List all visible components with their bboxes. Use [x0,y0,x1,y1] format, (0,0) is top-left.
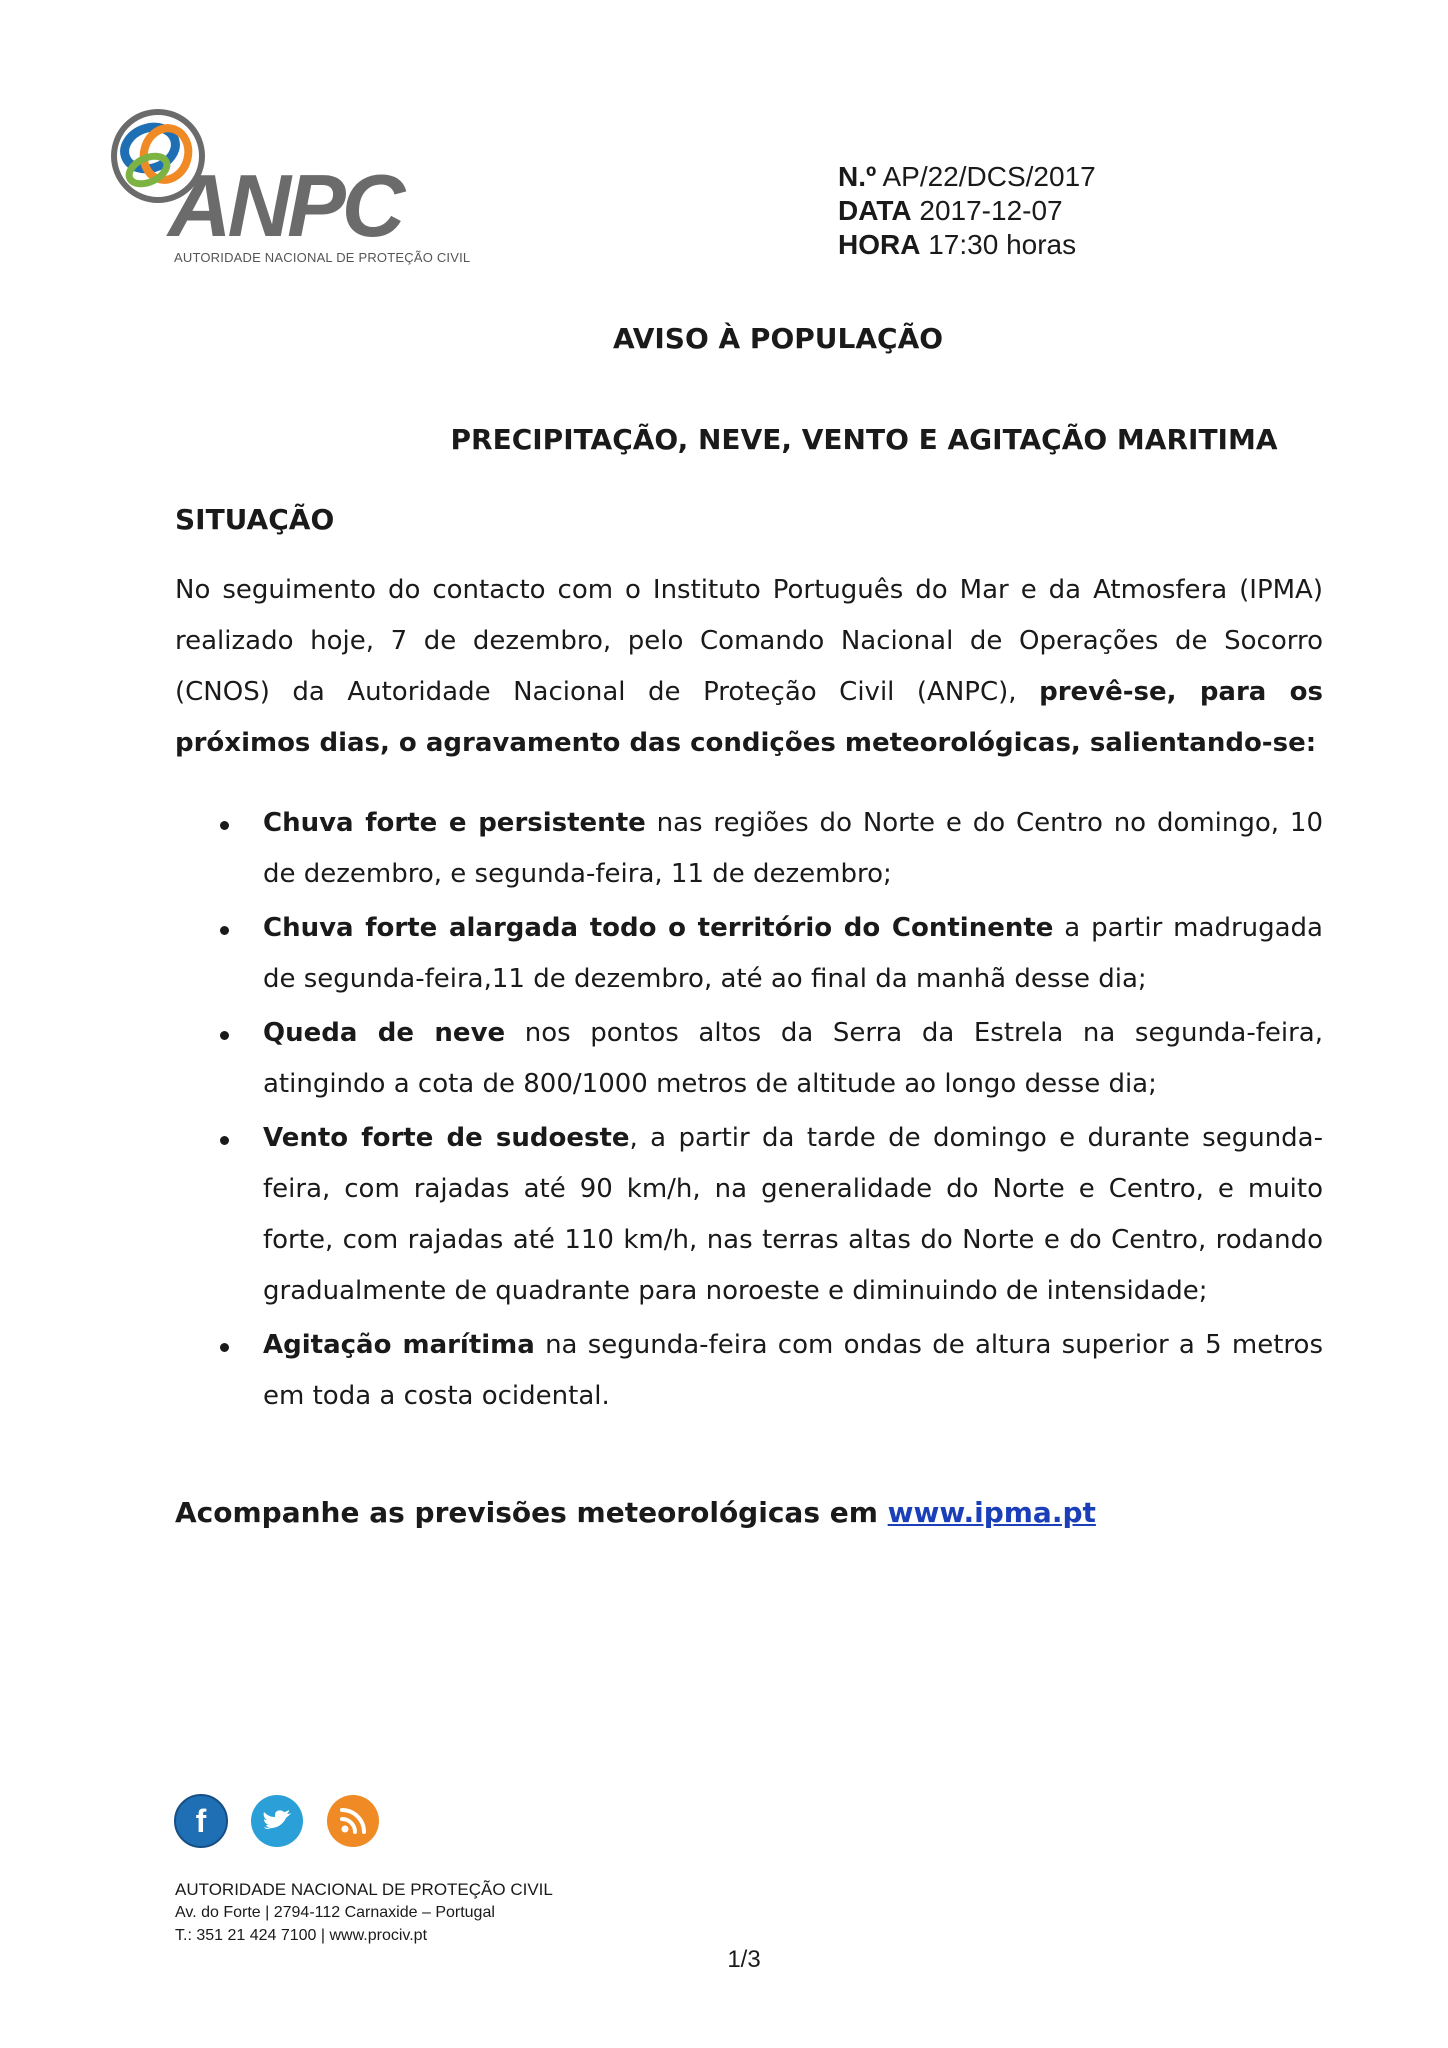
list-item: Vento forte de sudoeste, a partir da tarde de domingo e durante segunda-feira, com rajadas até 90 km/h, na generalidade do Norte e Centro, e muito forte, com rajadas até 110 km/h, nas terras altas do Norte e do Centro, rodando gradualmente de quadrante para noroeste e diminuindo de intensidade; [175,1113,1323,1317]
bullet-icon [220,1136,229,1145]
list-item: Queda de neve nos pontos altos da Serra da Estrela na segunda-feira, atingindo a cota de 800/1000 metros de altitude ao longo desse dia; [175,1008,1323,1110]
ipma-link[interactable]: www.ipma.pt [887,1496,1096,1529]
list-item: Chuva forte e persistente nas regiões do Norte e do Centro no domingo, 10 de dezembro, e segunda-feira, 11 de dezembro; [175,798,1323,900]
footer-contact: T.: 351 21 424 7100 | www.prociv.pt [175,1927,428,1944]
situation-paragraph: No seguimento do contacto com o Instituto Português do Mar e da Atmosfera (IPMA) realizado hoje, 7 de dezembro, pelo Comando Nacional de Operações de Socorro (CNOS) da Autoridade Nacional de Proteção Civil (ANPC), prevê-se, para os próximos dias, o agravamento das condições meteorológicas, salientando-se: [175,575,1323,758]
list-item: Chuva forte alargada todo o território do Continente a partir madrugada de segunda-feira,11 de dezembro, até ao final da manhã desse dia; [175,903,1323,1005]
footer-org: AUTORIDADE NACIONAL DE PROTEÇÃO CIVIL [175,1880,553,1899]
situation-heading: SITUAÇÃO [175,503,335,536]
anpc-logo [100,104,460,270]
footer-address: Av. do Forte | 2794-112 Carnaxide – Portugal [175,1904,495,1921]
document-date: DATA 2017-12-07 [838,195,1063,226]
page-number: 1/3 [727,1946,761,1973]
logo-org-line: AUTORIDADE NACIONAL DE PROTEÇÃO CIVIL [174,250,471,265]
rss-icon[interactable] [326,1794,380,1848]
bullet-icon [220,1031,229,1040]
svg-text:f: f [195,1803,207,1839]
document-number: N.º AP/22/DCS/2017 [838,161,1096,192]
notice-title: AVISO À POPULAÇÃO [612,322,944,355]
document-meta [838,160,1096,262]
forecast-list [175,798,1323,1425]
bullet-icon [220,1343,229,1352]
footer [175,1878,553,1947]
twitter-icon[interactable] [250,1794,304,1848]
facebook-icon[interactable] [174,1794,228,1848]
follow-line: Acompanhe as previsões meteorológicas em www.ipma.pt [175,1496,1096,1529]
bullet-icon [220,926,229,935]
document-time: HORA 17:30 horas [838,229,1077,260]
list-item: Agitação marítima na segunda-feira com ondas de altura superior a 5 metros em toda a costa ocidental. [175,1320,1323,1422]
logo-wordmark: ANPC [168,156,402,255]
subject-title: PRECIPITAÇÃO, NEVE, VENTO E AGITAÇÃO MARITIMA [450,423,1278,456]
bullet-icon [220,821,229,830]
